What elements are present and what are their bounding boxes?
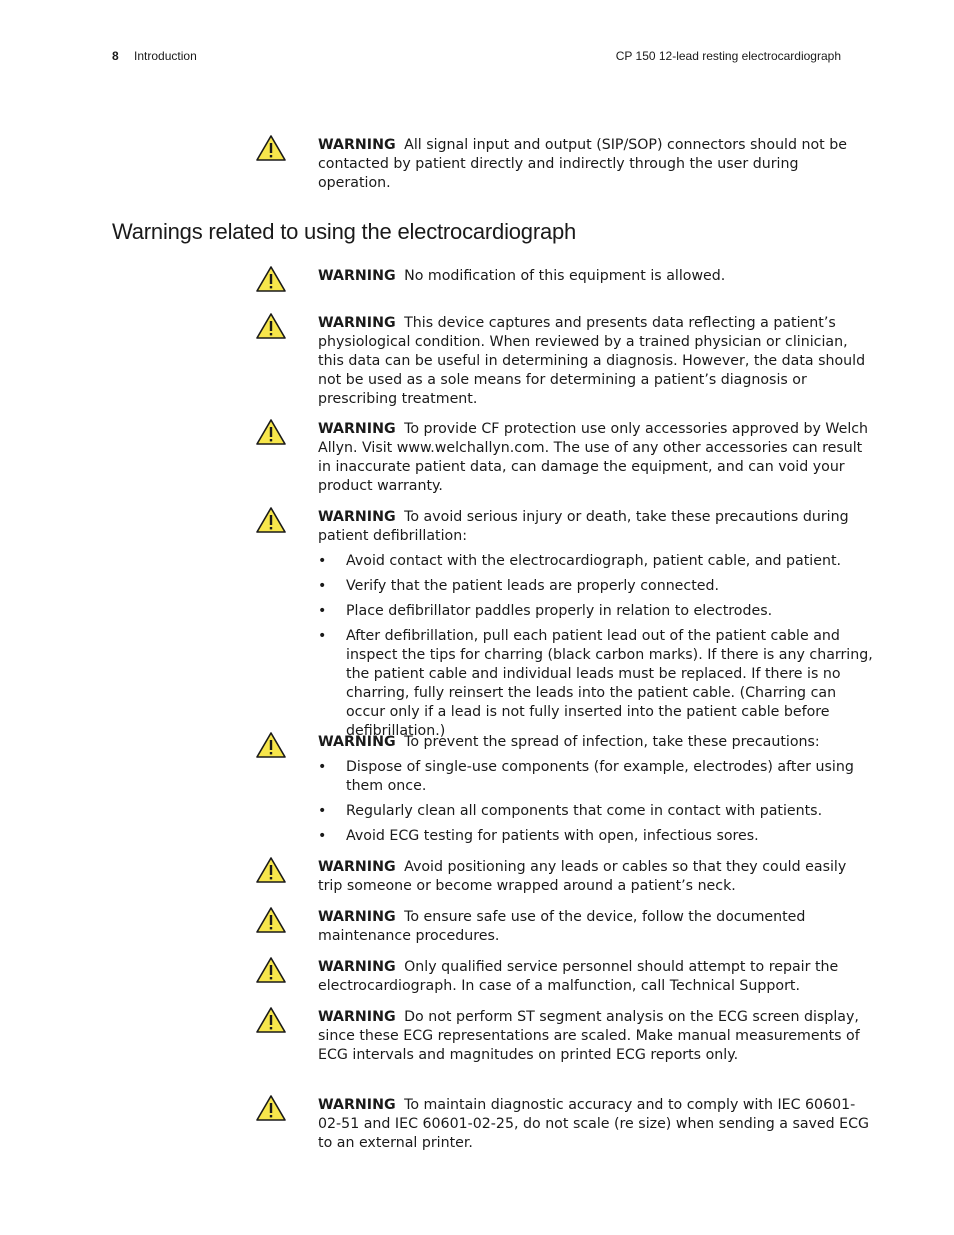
warning-text	[318, 136, 875, 193]
warning-block	[255, 1096, 875, 1153]
warning-text	[318, 908, 875, 946]
warning-message: To ensure safe use of the device, follow the documented maintenance procedures.	[318, 909, 806, 944]
warning-text	[318, 508, 875, 741]
warning-keyword: WARNING	[318, 137, 396, 153]
warning-block	[255, 733, 875, 852]
list-item-text: Place defibrillator paddles properly in relation to electrodes.	[346, 603, 773, 619]
warning-keyword: WARNING	[318, 315, 396, 331]
list-item-text: Avoid contact with the electrocardiograph, patient cable, and patient.	[346, 553, 842, 569]
bullet-icon: •	[318, 628, 327, 644]
precaution-list	[318, 552, 875, 741]
warning-triangle-icon	[255, 506, 287, 534]
running-header-left	[112, 49, 197, 63]
list-item-text: After defibrillation, pull each patient lead out of the patient cable and inspect the tips for charring (black carbon marks). If there is any charring, the patient cable and individual leads must be replaced. If there is no charring, fully reinsert the leads into the patient cable. (Charring can occur only if a lead is not fully inserted into the patient cable before defibrillation.)	[346, 628, 873, 739]
warning-keyword: WARNING	[318, 859, 396, 875]
warning-block	[255, 908, 875, 946]
warning-block	[255, 958, 875, 996]
header-section: Introduction	[134, 49, 197, 63]
bullet-icon: •	[318, 759, 327, 775]
list-item-text: Regularly clean all components that come in contact with patients.	[346, 803, 823, 819]
warning-keyword: WARNING	[318, 734, 396, 750]
warning-text	[318, 314, 875, 409]
warning-triangle-icon	[255, 1006, 287, 1034]
warning-triangle-icon	[255, 265, 287, 293]
warning-keyword: WARNING	[318, 421, 396, 437]
warning-block	[255, 267, 875, 286]
list-item	[318, 627, 875, 741]
warning-triangle-icon	[255, 312, 287, 340]
warning-message: To maintain diagnostic accuracy and to comply with IEC 60601-02-51 and IEC 60601-02-25, do not scale (re size) when sending a saved ECG to an external printer.	[318, 1097, 870, 1151]
warning-triangle-icon	[255, 418, 287, 446]
warning-block	[255, 420, 875, 496]
list-item	[318, 827, 875, 846]
page-number: 8	[112, 49, 119, 63]
warning-keyword: WARNING	[318, 1097, 396, 1113]
precaution-list	[318, 758, 875, 846]
section-title: Warnings related to using the electrocardiograph	[112, 219, 577, 244]
list-item	[318, 802, 875, 821]
warning-triangle-icon	[255, 1094, 287, 1122]
warning-message: Do not perform ST segment analysis on the ECG screen display, since these ECG representations are scaled. Make manual measurements of ECG intervals and magnitudes on printed ECG reports only.	[318, 1009, 860, 1063]
list-item	[318, 577, 875, 596]
warning-message: No modification of this equipment is allowed.	[404, 268, 726, 284]
bullet-icon: •	[318, 828, 327, 844]
warning-message: To avoid serious injury or death, take these precautions during patient defibrillation:	[318, 509, 849, 544]
warning-message: All signal input and output (SIP/SOP) connectors should not be contacted by patient directly and indirectly through the user during operation.	[318, 137, 847, 191]
bullet-icon: •	[318, 603, 327, 619]
warning-block	[255, 858, 875, 896]
warning-message: To provide CF protection use only accessories approved by Welch Allyn. Visit www.welchallyn.com. The use of any other accessories can result in inaccurate patient data, can damage the equipment, and can void your product warranty.	[318, 421, 869, 494]
list-item-text: Avoid ECG testing for patients with open, infectious sores.	[346, 828, 759, 844]
warning-block	[255, 1008, 875, 1065]
warning-block	[255, 314, 875, 409]
list-item	[318, 758, 875, 796]
warning-block	[255, 136, 875, 193]
list-item-text: Verify that the patient leads are properly connected.	[346, 578, 720, 594]
bullet-icon: •	[318, 803, 327, 819]
list-item	[318, 552, 875, 571]
warning-keyword: WARNING	[318, 509, 396, 525]
warning-keyword: WARNING	[318, 1009, 396, 1025]
warning-text	[318, 420, 875, 496]
warning-message: To prevent the spread of infection, take these precautions:	[404, 734, 820, 750]
list-item-text: Dispose of single-use components (for example, electrodes) after using them once.	[346, 759, 854, 794]
warning-text	[318, 1096, 875, 1153]
warning-block	[255, 508, 875, 747]
header-doc-title: CP 150 12-lead resting electrocardiograph	[615, 49, 841, 63]
warning-triangle-icon	[255, 134, 287, 162]
warning-text	[318, 733, 875, 846]
warning-text	[318, 1008, 875, 1065]
warning-message: Only qualified service personnel should attempt to repair the electrocardiograph. In case of a malfunction, call Technical Support.	[318, 959, 839, 994]
warning-triangle-icon	[255, 731, 287, 759]
list-item	[318, 602, 875, 621]
bullet-icon: •	[318, 553, 327, 569]
warning-triangle-icon	[255, 906, 287, 934]
warning-keyword: WARNING	[318, 909, 396, 925]
warning-text	[318, 858, 875, 896]
warning-triangle-icon	[255, 856, 287, 884]
warning-triangle-icon	[255, 956, 287, 984]
warning-text	[318, 958, 875, 996]
warning-keyword: WARNING	[318, 959, 396, 975]
warning-keyword: WARNING	[318, 268, 396, 284]
warning-message: Avoid positioning any leads or cables so that they could easily trip someone or become wrapped around a patient’s neck.	[318, 859, 847, 894]
bullet-icon: •	[318, 578, 327, 594]
warning-message: This device captures and presents data reflecting a patient’s physiological condition. When reviewed by a trained physician or clinician, this data can be useful in determining a diagnosis. However, the data should not be used as a sole means for determining a patient’s diagnosis or prescribing treatment.	[318, 315, 866, 407]
warning-text	[318, 267, 875, 286]
